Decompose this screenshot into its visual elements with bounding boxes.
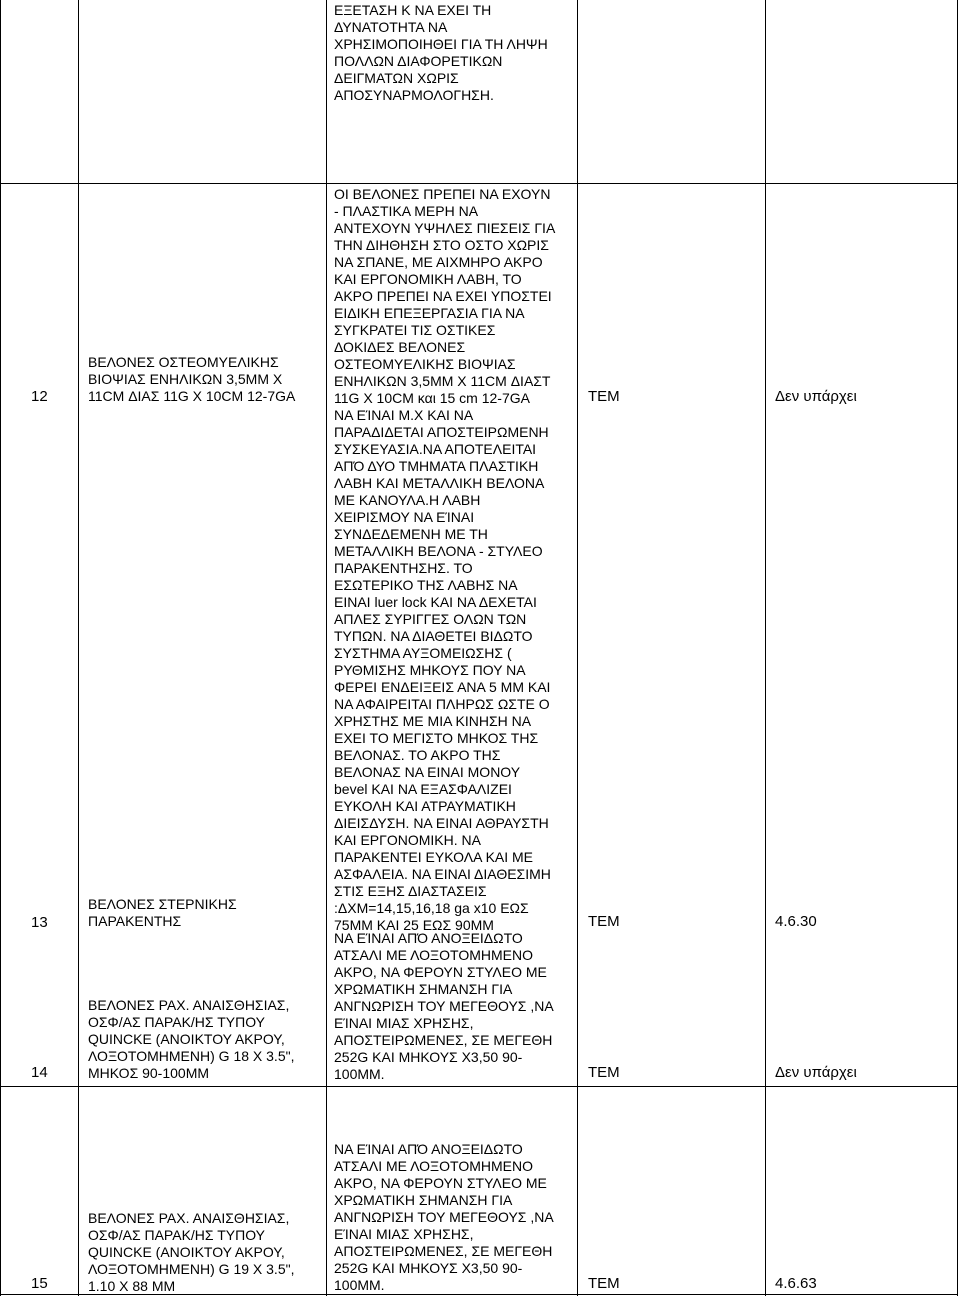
spec-text-12-13: ΟΙ ΒΕΛΟΝΕΣ ΠΡΕΠΕΙ ΝΑ ΕΧΟΥΝ - ΠΛΑΣΤΙΚΑ ΜΕΡΗ ΝΑ ΑΝΤΕΧΟΥΝ ΥΨΗΛΕΣ ΠΙΕΣΕΙΣ ΓΙΑ ΤΗΝ ΔΙΗΘΗΣΗ ΣΤΟ ΟΣΤΟ ΧΩΡΙΣ ΝΑ ΣΠΑΝΕ, ΜΕ ΑΙΧΜΗΡΟ ΑΚΡΟ ΚΑΙ ΕΡΓΟΝΟΜΙΚΗ ΛΑΒΗ, ΤΟ ΑΚΡΟ ΠΡΕΠΕΙ ΝΑ ΕΧΕΙ ΥΠΟΣΤΕΙ ΕΙΔΙΚΗ ΕΠΕΞΕΡΓΑΣΙΑ ΓΙΑ ΝΑ ΣΥΓΚΡΑΤΕΙ ΤΙΣ ΟΣΤΙΚΕΣ ΔΟΚΙΔΕΣ ΒΕΛΟΝΕΣ ΟΣΤΕΟΜΥΕΛΙΚΗΣ ΒΙΟΨΙΑΣ ΕΝΗΛΙΚΩΝ 3,5ΜΜ Χ 11CM ΔΙΑΣΤ 11G X 10CM και 15 cm 12-7GA ΝΑ ΕΊΝΑΙ Μ.Χ ΚΑΙ ΝΑ ΠΑΡΑΔΙΔΕΤΑΙ ΑΠΟΣΤΕΙΡΩΜΕΝΗ ΣΥΣΚΕΥΑΣΙΑ.ΝΑ ΑΠΟΤΕΛΕΙΤΑΙ ΑΠΌ ΔΥΟ ΤΜΗΜΑΤΑ ΠΛΑΣΤΙΚΗ ΛΑΒΗ ΚΑΙ ΜΕΤΑΛΛΙΚΗ ΒΕΛΟΝΑ ΜΕ ΚΑΝΟΥΛΑ.Η ΛΑΒΗ ΧΕΙΡΙΣΜΟΥ ΝΑ ΕΊΝΑΙ ΣΥΝΔΕΔΕΜΕΝΗ ΜΕ ΤΗ ΜΕΤΑΛΛΙΚΗ ΒΕΛΟΝΑ - ΣΤΥΛΕΟ ΠΑΡΑΚΕΝΤΗΣΗΣ. ΤΟ ΕΣΩΤΕΡΙΚΟ ΤΗΣ ΛΑΒΗΣ ΝΑ ΕΙΝΑΙ luer lock ΚΑΙ ΝΑ ΔΕΧΕΤΑΙ ΑΠΛΕΣ ΣΥΡΙΓΓΕΣ ΟΛΩΝ ΤΩΝ ΤΥΠΩΝ. ΝΑ ΔΙΑΘΕΤΕΙ ΒΙΔΩΤΟ ΣΥΣΤΗΜΑ ΑΥΞΟΜΕΙΩΣΗΣ ( ΡΥΘΜΙΣΗΣ ΜΗΚΟΥΣ ΠΟΥ ΝΑ ΦΕΡΕΙ ΕΝΔΕΙΞΕΙΣ ΑΝΑ 5 ΜΜ ΚΑΙ ΝΑ ΑΦΑΙΡΕΙΤΑΙ ΠΛΗΡΩΣ ΩΣΤΕ Ο ΧΡΗΣΤΗΣ ΜΕ ΜΙΑ ΚΙΝΗΣΗ ΝΑ ΕΧΕΙ ΤΟ ΜΕΓΙΣΤΟ ΜΗΚΟΣ ΤΗΣ ΒΕΛΟΝΑΣ. ΤΟ ΑΚΡΟ ΤΗΣ ΒΕΛΟΝΑΣ ΝΑ ΕΙΝΑΙ ΜΟΝΟΥ bevel ΚΑΙ ΝΑ ΕΞΑΣΦΑΛΙΖΕΙ ΕΥΚΟΛΗ ΚΑΙ ΑΤΡΑΥΜΑΤΙΚΗ ΔΙΕΙΣΔΥΣΗ. ΝΑ ΕΙΝΑΙ ΑΘΡΑΥΣΤΗ ΚΑΙ ΕΡΓΟΝΟΜΙΚΗ. ΝΑ ΠΑΡΑΚΕΝΤΕΙ ΕΥΚΟΛΑ ΚΑΙ ΜΕ ΑΣΦΑΛΕΙΑ. ΝΑ ΕΙΝΑΙ ΔΙΑΘΕΣΙΜΗ ΣΤΙΣ ΕΞΗΣ ΔΙΑΣΤΑΣΕΙΣ :ΔΧΜ=14,15,16,18 ga x10 ΕΩΣ 75ΜΜ ΚΑΙ 25 ΕΩΣ 90ΜΜ: [334, 186, 556, 933]
spec-text-15: ΝΑ ΕΊΝΑΙ ΑΠΌ ΑΝΟΞΕΙΔΩΤΟ ΑΤΣΑΛΙ ΜΕ ΛΟΞΟΤΟΜΗΜΕΝΟ ΑΚΡΟ, ΝΑ ΦΕΡΟΥΝ ΣΤΥΛΕΟ ΜΕ ΧΡΩΜΑΤΙΚΗ ΣΗΜΑΝΣΗ ΓΙΑ ΑΝΓΝΩΡΙΣΗ ΤΟΥ ΜΕΓΕΘΟΥΣ ,ΝΑ ΕΊΝΑΙ ΜΙΑΣ ΧΡΗΣΗΣ, ΑΠΟΣΤΕΙΡΩΜΕΝΕΣ, ΣΕ ΜΕΓΕΘΗ 252G ΚΑΙ ΜΗΚΟΥΣ Χ3,50 90- 100ΜΜ.: [334, 1141, 554, 1293]
item-description-15: ΒΕΛΟΝΕΣ ΡΑΧ. ΑΝΑΙΣΘΗΣΙΑΣ, ΟΣΦ/ΑΣ ΠΑΡΑΚ/ΗΣ ΤΥΠΟΥ QUINCKE (ΑΝΟΙΚΤΟΥ ΑΚΡΟΥ, ΛΟΞΟΤΟΜΗΜΕΝΗ) G 19 X 3.5", 1.10 Χ 88 ΜΜ: [88, 1210, 295, 1294]
unit-15: ΤΕΜ: [588, 1275, 620, 1292]
unit-14: ΤΕΜ: [588, 1064, 620, 1081]
row-number-12: 12: [31, 388, 48, 405]
col-border-description: [326, 0, 327, 1296]
spec-text-continued: ΕΞΕΤΑΣΗ Κ ΝΑ ΕΧΕΙ ΤΗ ΔΥΝΑΤΟΤΗΤΑ ΝΑ ΧΡΗΣΙΜΟΠΟΙΗΘΕΙ ΓΙΑ ΤΗ ΛΗΨΗ ΠΟΛΛΩΝ ΔΙΑΦΟΡΕΤΙΚΩΝ ΔΕΙΓΜΑΤΩΝ ΧΩΡΙΣ ΑΠΟΣΥΝΑΡΜΟΛΟΓΗΣΗ.: [334, 2, 548, 103]
col-border-number: [78, 0, 79, 1296]
col-border-left: [0, 0, 1, 1296]
spec-text-14: ΝΑ ΕΊΝΑΙ ΑΠΌ ΑΝΟΞΕΙΔΩΤΟ ΑΤΣΑΛΙ ΜΕ ΛΟΞΟΤΟΜΗΜΕΝΟ ΑΚΡΟ, ΝΑ ΦΕΡΟΥΝ ΣΤΥΛΕΟ ΜΕ ΧΡΩΜΑΤΙΚΗ ΣΗΜΑΝΣΗ ΓΙΑ ΑΝΓΝΩΡΙΣΗ ΤΟΥ ΜΕΓΕΘΟΥΣ ,ΝΑ ΕΊΝΑΙ ΜΙΑΣ ΧΡΗΣΗΣ, ΑΠΟΣΤΕΙΡΩΜΕΝΕΣ, ΣΕ ΜΕΓΕΘΗ 252G ΚΑΙ ΜΗΚΟΥΣ Χ3,50 90- 100ΜΜ.: [334, 930, 554, 1082]
row-number-13: 13: [31, 914, 48, 931]
row-number-15: 15: [31, 1275, 48, 1292]
row-number-14: 14: [31, 1064, 48, 1081]
row-border-14-end: [0, 1086, 958, 1087]
unit-12: ΤΕΜ: [588, 388, 620, 405]
price-12: Δεν υπάρχει: [775, 388, 857, 405]
col-border-spec: [577, 0, 578, 1296]
item-description-14: ΒΕΛΟΝΕΣ ΡΑΧ. ΑΝΑΙΣΘΗΣΙΑΣ, ΟΣΦ/ΑΣ ΠΑΡΑΚ/ΗΣ ΤΥΠΟΥ QUINCKE (ΑΝΟΙΚΤΟΥ ΑΚΡΟΥ, ΛΟΞΟΤΟΜΗΜΕΝΗ) G 18 X 3.5", ΜΗΚΟΣ 90-100ΜΜ: [88, 997, 295, 1081]
row-border-top-end: [0, 183, 958, 184]
item-description-12: ΒΕΛΟΝΕΣ ΟΣΤΕΟΜΥΕΛΙΚΗΣ ΒΙΟΨΙΑΣ ΕΝΗΛΙΚΩΝ 3,5ΜΜ Χ 11CM ΔΙΑΣ 11G X 10CM 12-7GA: [88, 354, 296, 404]
price-14: Δεν υπάρχει: [775, 1064, 857, 1081]
unit-13: ΤΕΜ: [588, 913, 620, 930]
col-border-right: [957, 0, 958, 1296]
col-border-unit: [765, 0, 766, 1296]
price-15: 4.6.63: [775, 1275, 817, 1292]
price-13: 4.6.30: [775, 913, 817, 930]
item-description-13: ΒΕΛΟΝΕΣ ΣΤΕΡΝΙΚΗΣ ΠΑΡΑΚΕΝΤΗΣ: [88, 896, 237, 929]
